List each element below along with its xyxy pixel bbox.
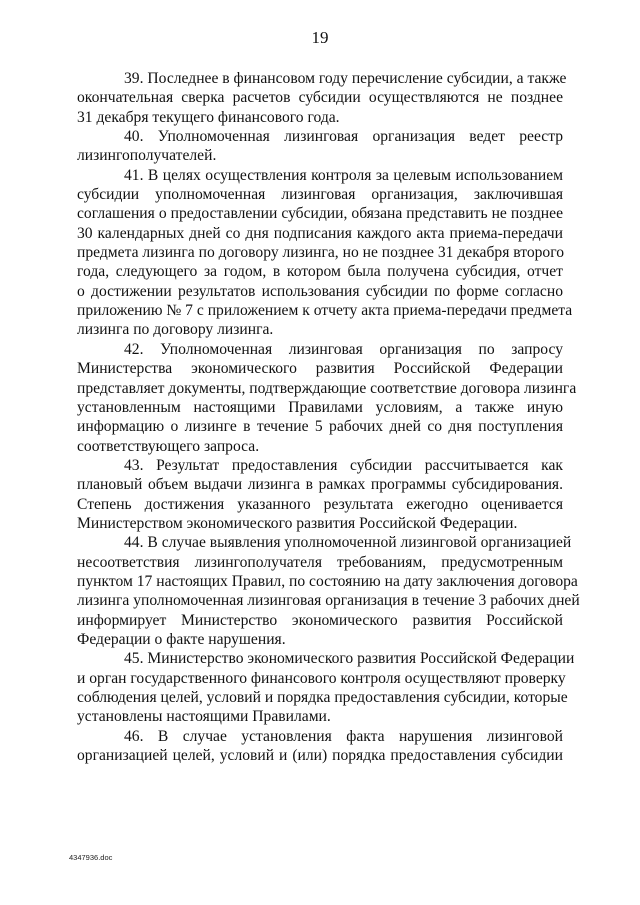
text-line: о достижении результатов использования субсидии по форме согласно [77, 282, 563, 300]
text-line: 40. Уполномоченная лизинговая организация ведет реестр [124, 128, 563, 146]
text-line: лизинга по договору лизинга. [77, 321, 274, 339]
text-line: 31 декабря текущего финансового года. [77, 108, 340, 126]
paragraph-42 [77, 340, 577, 456]
text-line: лизингополучателей. [77, 147, 217, 165]
paragraph-41 [77, 166, 573, 340]
text-line: 44. В случае выявления уполномоченной лизинговой организацией [124, 534, 572, 552]
text-line: соглашения о предоставлении субсидии, обязана представить не позднее [77, 205, 563, 223]
paragraph-44 [77, 533, 580, 649]
text-line: 43. Результат предоставления субсидии рассчитывается как [124, 456, 563, 474]
text-line: информацию о лизинге в течение 5 рабочих дней со дня поступления [77, 418, 563, 436]
text-line: установленным настоящими Правилами условиям, а также иную [77, 398, 563, 416]
text-line: приложению № 7 с приложением к отчету акта приема-передачи предмета [77, 302, 573, 320]
text-line: соответствующего запроса. [77, 437, 260, 455]
text-line: информирует Министерство экономического развития Российской [77, 611, 563, 629]
text-line: 41. В целях осуществления контроля за целевым использованием [124, 166, 563, 184]
text-line: несоответствия лизингополучателя требованиям, предусмотренным [77, 553, 563, 571]
text-line: Министерства экономического развития Российской Федерации [77, 360, 563, 378]
text-line: Степень достижения указанного результата ежегодно оценивается [77, 495, 563, 513]
text-line: установлены настоящими Правилами. [77, 708, 331, 726]
text-line: пунктом 17 настоящих Правил, по состоянию на дату заключения договора [77, 572, 578, 590]
text-line: лизинга уполномоченная лизинговая организация в течение 3 рабочих дней [77, 592, 580, 610]
text-line: года, следующего за годом, в котором была получена субсидия, отчет [77, 263, 563, 281]
text-line: 39. Последнее в финансовом году перечисление субсидии, а также [124, 70, 567, 87]
text-line: окончательная сверка расчетов субсидии осуществляются не позднее [77, 89, 563, 107]
text-line: 42. Уполномоченная лизинговая организация по запросу [124, 340, 563, 358]
paragraph-40 [77, 127, 563, 166]
document-body [77, 69, 580, 765]
text-line: предмета лизинга по договору лизинга, но не позднее 31 декабря второго [77, 244, 565, 262]
text-line: организацией целей, условий и (или) порядка предоставления субсидии [77, 747, 563, 765]
text-line: Федерации о факте нарушения. [77, 630, 286, 648]
text-line: плановый объем выдачи лизинга в рамках программы субсидирования. [77, 476, 563, 494]
text-line: 46. В случае установления факта нарушения лизинговой [124, 727, 563, 745]
paragraph-39 [77, 69, 567, 127]
paragraph-46 [77, 727, 563, 766]
text-line: субсидии уполномоченная лизинговая организация, заключившая [77, 186, 563, 204]
paragraph-45 [77, 649, 575, 726]
text-line: и орган государственного финансового контроля осуществляют проверку [77, 669, 566, 687]
document-filename: 4347936.doc [69, 853, 113, 862]
text-line: 30 календарных дней со дня подписания каждого акта приема-передачи [77, 224, 563, 242]
text-line: соблюдения целей, условий и порядка предоставления субсидии, которые [77, 689, 568, 706]
text-line: 45. Министерство экономического развития Российской Федерации [124, 650, 575, 668]
text-line: представляет документы, подтверждающие соответствие договора лизинга [77, 379, 577, 397]
text-line: Министерством экономического развития Российской Федерации. [77, 514, 518, 532]
page-number: 19 [311, 28, 329, 47]
paragraph-43 [77, 456, 563, 533]
